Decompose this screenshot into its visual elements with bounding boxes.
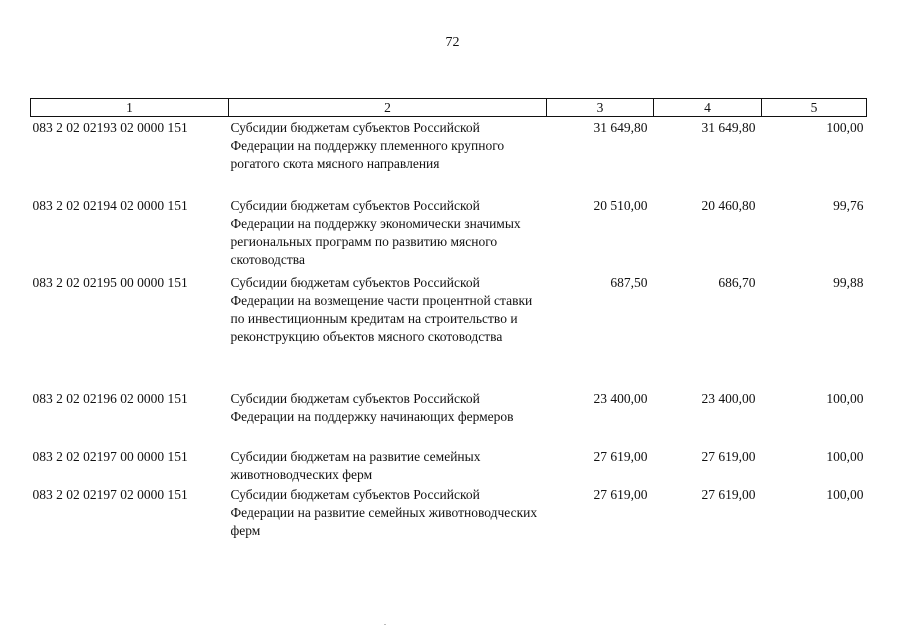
row-description: Субсидии бюджетам на развитие семейных животноводческих ферм [230, 448, 481, 482]
page-number: 72 [445, 35, 460, 50]
row-value-5: 100,00 [826, 390, 864, 406]
row-value-5: 100,00 [826, 448, 864, 464]
column-header-3: 3 [547, 99, 654, 117]
row-value-4: 20 460,80 [701, 197, 756, 213]
row-value-4: 686,70 [718, 274, 756, 290]
table-header [31, 99, 867, 117]
row-value-3: 27 619,00 [593, 448, 648, 464]
row-code: 083 2 02 02194 02 0000 151 [32, 197, 188, 213]
row-code: 083 2 02 02193 02 0000 151 [32, 120, 188, 135]
row-value-5: 99,76 [833, 197, 864, 213]
row-description: Субсидии бюджетам субъектов Российской Федерации на поддержку племенного крупного рогатого скота мясного направления [230, 120, 505, 171]
table-row [31, 484, 867, 542]
column-header-4: 4 [654, 99, 762, 117]
column-header-1: 1 [31, 99, 229, 117]
row-description: Субсидии бюджетам субъектов Российской Федерации на поддержку экономически значимых региональных программ по развитию мясного скотоводства [230, 197, 521, 267]
scan-speck [384, 624, 386, 625]
row-value-5: 99,88 [833, 274, 864, 290]
row-description: Субсидии бюджетам субъектов Российской Федерации на возмещение части процентной ставки по инвестиционным кредитам на строительство и реконструкцию объектов мясного скотоводства [230, 274, 533, 344]
table-row [31, 388, 867, 446]
table-row [31, 195, 867, 272]
row-description: Субсидии бюджетам субъектов Российской Федерации на поддержку начинающих фермеров [230, 390, 514, 424]
column-header-5: 5 [762, 99, 867, 117]
row-value-4: 27 619,00 [701, 486, 756, 502]
row-value-3: 27 619,00 [593, 486, 648, 502]
row-value-3: 31 649,80 [593, 120, 648, 135]
column-header-2: 2 [229, 99, 547, 117]
budget-table [30, 98, 867, 542]
row-value-3: 20 510,00 [593, 197, 648, 213]
table-row [31, 446, 867, 484]
row-code: 083 2 02 02196 02 0000 151 [32, 390, 188, 406]
row-code: 083 2 02 02197 02 0000 151 [32, 486, 188, 502]
row-value-3: 23 400,00 [593, 390, 648, 406]
row-code: 083 2 02 02195 00 0000 151 [32, 274, 188, 290]
row-value-4: 27 619,00 [701, 448, 756, 464]
row-value-4: 31 649,80 [701, 120, 756, 135]
row-code: 083 2 02 02197 00 0000 151 [32, 448, 188, 464]
table-row [31, 272, 867, 388]
row-value-4: 23 400,00 [701, 390, 756, 406]
row-value-5: 100,00 [826, 486, 864, 502]
table-row [31, 117, 867, 195]
row-value-5: 100,00 [826, 120, 864, 135]
row-description: Субсидии бюджетам субъектов Российской Федерации на развитие семейных животноводческих ферм [230, 486, 538, 538]
row-value-3: 687,50 [610, 274, 648, 290]
